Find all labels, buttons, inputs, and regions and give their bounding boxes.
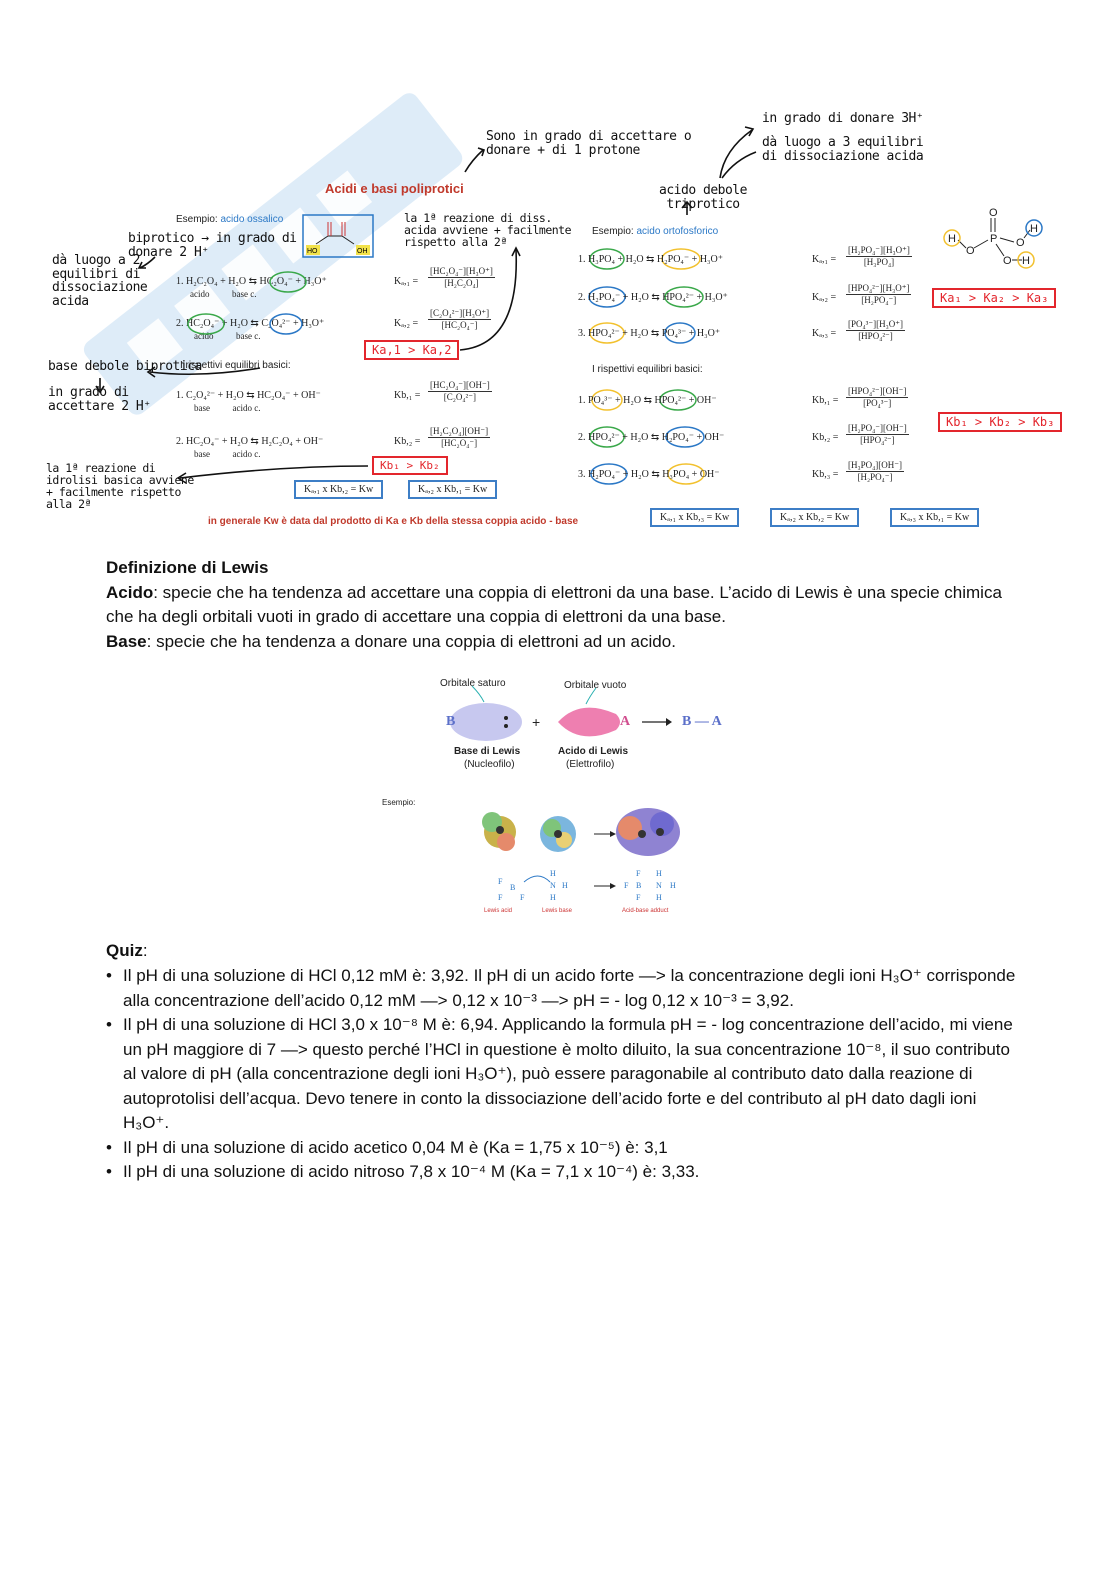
note-donate-3h: in grado di donare 3H⁺	[762, 111, 924, 126]
oxalic-ka2-num: [C₂O₄²⁻][H₃O⁺]	[430, 308, 490, 318]
phosphoric-ka3-den: [HPO₄²⁻]	[858, 331, 893, 341]
oxalic-eq1-labels: acido base c.	[190, 289, 257, 299]
oxalic-beq2-labels: base acido c.	[194, 449, 261, 459]
svg-text:H: H	[1030, 223, 1038, 235]
acid-name: Acido di Lewis	[558, 746, 629, 757]
note-three-equilibria: dà luogo a 3 equilibri di dissociazione acida	[762, 135, 924, 164]
oxalic-kb1-num: [HC₂O₄⁻][OH⁻]	[430, 380, 490, 390]
svg-text:F: F	[636, 893, 641, 902]
svg-text:H: H	[656, 869, 662, 878]
phosphoric-eq2: 2. H₂PO₄⁻ + H₂O ⇆ HPO₄²⁻ + H₃O⁺	[578, 292, 728, 303]
phosphoric-box1: Kₐ,₁ x Kb,₃ = Kw	[650, 508, 739, 527]
note-two-equilibria: dà luogo a 2 equilibri di dissociazione acida	[52, 253, 148, 309]
quiz-item: • Il pH di una soluzione di acido acetico 0,04 M è (Ka = 1,75 x 10⁻⁵) è: 3,1	[106, 1136, 1026, 1161]
oxalic-ka1-num: [HC₂O₄⁻][H₃O⁺]	[430, 266, 493, 276]
note-base-weak: base debole biprotica	[48, 359, 202, 374]
oxalic-kb-compare: Kb₁ > Kb₂	[372, 456, 448, 475]
lewis-orbital-diagram	[380, 672, 740, 922]
lewis-base-term: Base	[106, 631, 147, 651]
phosphoric-eq3: 3. HPO₄²⁻ + H₂O ⇆ PO₄³⁻ + H₃O⁺	[578, 328, 721, 339]
phosphoric-kb1-den: [PO₄³⁻]	[863, 398, 892, 408]
lewis-base-text: : specie che ha tendenza a donare una coppia di elettroni ad un acido.	[146, 631, 676, 651]
phosphoric-ka3-num: [PO₄³⁻][H₃O⁺]	[848, 319, 903, 329]
general-note: in generale Kw è data dal prodotto di Ka e Kb della stessa coppia acido - base	[208, 516, 579, 527]
svg-text:H: H	[550, 893, 556, 902]
label-empty-orbital: Orbitale vuoto	[564, 680, 627, 691]
oxalic-kb1-fraction	[428, 380, 492, 403]
phosphoric-ka3-fraction	[846, 319, 905, 342]
oxalic-kb1-den: [C₂O₄²⁻]	[443, 392, 476, 402]
lewis-base-caption: Lewis base	[542, 908, 573, 914]
oxalic-kb2-fraction	[428, 426, 490, 449]
phosphoric-kb-compare: Kb₁ > Kb₂ > Kb₃	[938, 412, 1062, 432]
svg-text:F: F	[624, 881, 629, 890]
svg-text:F: F	[520, 893, 525, 902]
phosphoric-kb1-num: [HPO₄²⁻][OH⁻]	[848, 386, 907, 396]
phosphoric-kb1-fraction	[846, 386, 908, 409]
phosphoric-ka2-num: [HPO₄²⁻][H₃O⁺]	[848, 283, 910, 293]
oxalic-ka1-lhs: Kₐ,₁ =	[394, 276, 419, 287]
oxalic-box1: Kₐ,₁ x Kb,₂ = Kw	[294, 480, 383, 499]
oxalic-beq1: 1. C₂O₄²⁻ + H₂O ⇆ HC₂O₄⁻ + OH⁻	[176, 390, 321, 401]
phosphoric-kb2-den: [HPO₄²⁻]	[860, 435, 895, 445]
phosphoric-beq1: 1. PO₄³⁻ + H₂O ⇆ HPO₄²⁻ + OH⁻	[578, 395, 717, 406]
oxalic-example-label: Esempio:	[176, 214, 218, 225]
phosphoric-basic-title: I rispettivi equilibri basici:	[592, 364, 703, 375]
example-label: Esempio:	[382, 798, 416, 807]
oxalic-acid-structure	[302, 214, 374, 258]
phosphoric-kb1-lhs: Kb,₁ =	[812, 395, 839, 406]
quiz-heading-colon: :	[142, 941, 148, 960]
svg-text:O: O	[966, 245, 975, 257]
lewis-acid-caption: Lewis acid	[484, 908, 513, 914]
base-sub: (Nucleofilo)	[464, 759, 515, 770]
oxalic-ka1-den: [H₂C₂O₄]	[444, 278, 479, 288]
lewis-acid-text: : specie che ha tendenza ad accettare una coppia di elettroni da una base. L’acido di Lewis è una specie chimica che ha degli orbitali vuoti in grado di accettare una coppia di elettroni da una base.	[106, 582, 1002, 626]
phosphoric-example-label: Esempio:	[592, 226, 634, 237]
svg-text:H: H	[1022, 255, 1030, 267]
oxalic-basic-title: I rispettivi equilibri basici:	[180, 360, 291, 371]
quiz-item: • Il pH di una soluzione di HCl 3,0 x 10⁻⁸ M è: 6,94. Applicando la formula pH = - log concentrazione dell’acido, mi viene un pH maggiore di 7 —> questo perché l’HCl in questione è molto diluito, la sua concentrazione 10⁻⁸, il suo contributo al valore di pH (alla concentrazione degli ioni H₃O⁺), può essere paragonabile al contributo dato dalla reazione di autoprotolisi dell’acqua. Devo tenere in conto la dissociazione dell’acido forte e del contributo al pH dato dagli ioni H₃O⁺.	[106, 1013, 1026, 1136]
quiz-list	[106, 964, 1026, 1185]
phosphoric-beq3: 3. H₂PO₄⁻ + H₂O ⇆ H₃PO₄ + OH⁻	[578, 469, 720, 480]
note-base-accept: in grado di accettare 2 H⁺	[48, 385, 151, 414]
phosphoric-ka-compare: Ka₁ > Ka₂ > Ka₃	[932, 288, 1056, 308]
svg-text:N: N	[550, 881, 556, 890]
phosphoric-ka3-lhs: Kₐ,₃ =	[812, 328, 837, 339]
diagram-title: Acidi e basi poliprotici	[325, 181, 464, 196]
svg-text:H: H	[670, 881, 676, 890]
svg-text:F: F	[636, 869, 641, 878]
note-triprotic: acido debole triprotico	[659, 183, 747, 212]
phosphoric-kb3-num: [H₃PO₄][OH⁻]	[848, 460, 903, 470]
phosphoric-eq1: 1. H₃PO₄ + H₂O ⇆ H₂PO₄⁻ + H₃O⁺	[578, 254, 724, 265]
lewis-heading: Definizione di Lewis	[106, 558, 269, 577]
oxalic-eq2-labels: acido base c.	[194, 331, 261, 341]
note-first-reaction: la 1ª reazione di diss. acida avviene + facilmente rispetto alla 2ª	[404, 211, 572, 250]
product-ba: B — A	[682, 714, 722, 729]
phosphoric-ka2-lhs: Kₐ,₂ =	[812, 292, 837, 303]
atom-b: B	[446, 714, 456, 729]
note-diprotic: biprotico → in grado di donare 2 H⁺	[128, 231, 297, 260]
svg-text:F: F	[498, 893, 503, 902]
svg-text:H: H	[656, 893, 662, 902]
oxalic-kb2-lhs: Kb,₂ =	[394, 436, 421, 447]
phosphoric-kb3-lhs: Kb,₃ =	[812, 469, 839, 480]
oxalic-kb2-den: [HC₂O₄⁻]	[441, 438, 478, 448]
oxalic-box2: Kₐ,₂ x Kb,₁ = Kw	[408, 480, 497, 499]
oxalic-eq1: 1. H₂C₂O₄ + H₂O ⇆ HC₂O₄⁻ + H₃O⁺	[176, 276, 327, 287]
phosphoric-kb2-lhs: Kb,₂ =	[812, 432, 839, 443]
quiz-item: • Il pH di una soluzione di HCl 0,12 mM è: 3,92. Il pH di un acido forte —> la concentrazione degli ioni H₃O⁺ corrisponde alla concentrazione dell’acido 0,12 mM —> 0,12 x 10⁻³ —> pH = - log 0,12 x 10⁻³ = 3,92.	[106, 964, 1026, 1013]
quiz-heading-line	[106, 939, 148, 964]
oxalic-eq2: 2. HC₂O₄⁻ + H₂O ⇆ C₂O₄²⁻ + H₃O⁺	[176, 318, 325, 329]
svg-text:O: O	[1003, 255, 1012, 267]
svg-text:H: H	[948, 233, 956, 245]
phosphoric-ka2-den: [H₂PO₄⁻]	[861, 295, 897, 305]
phosphoric-kb3-fraction	[846, 460, 904, 483]
phosphoric-ka1-fraction	[846, 245, 912, 267]
plus-sign: +	[532, 714, 541, 730]
svg-text:P: P	[990, 233, 998, 245]
phosphoric-kb3-den: [H₂PO₄⁻]	[857, 472, 893, 482]
oxalic-kb2-num: [H₂C₂O₄][OH⁻]	[430, 426, 489, 436]
lewis-figure	[380, 672, 740, 922]
oxalic-beq2: 2. HC₂O₄⁻ + H₂O ⇆ H₂C₂O₄ + OH⁻	[176, 436, 324, 447]
phosphoric-beq2: 2. HPO₄²⁻ + H₂O ⇆ H₂PO₄⁻ + OH⁻	[578, 432, 725, 443]
svg-text:OH: OH	[357, 248, 368, 255]
base-name: Base di Lewis	[454, 746, 521, 757]
phosphoric-ka1-den: [H₃PO₄]	[863, 257, 895, 267]
phosphoric-example-name: acido ortofosforico	[636, 226, 719, 237]
oxalic-ka2-fraction	[428, 308, 491, 331]
svg-text:N: N	[656, 881, 662, 890]
adduct-caption: Acid-base adduct	[622, 908, 669, 914]
phosphoric-acid-structure	[938, 204, 1048, 270]
svg-text:H: H	[562, 881, 568, 890]
oxalic-ka2-lhs: Kₐ,₂ =	[394, 318, 419, 329]
acid-sub: (Elettrofilo)	[566, 759, 615, 770]
svg-text:F: F	[498, 877, 503, 886]
note-basic-first: la 1ª reazione di idrolisi basica avviene + facilmente rispetto alla 2ª	[46, 461, 194, 512]
oxalic-ka-compare: Ka,1 > Ka,2	[364, 340, 459, 360]
oxalic-beq1-labels: base acido c.	[194, 403, 261, 413]
oxalic-ka2-den: [HC₂O₄⁻]	[441, 320, 478, 330]
lewis-acid-term: Acido	[106, 582, 154, 602]
phosphoric-ka1-num: [H₂PO₄⁻][H₃O⁺]	[848, 245, 910, 255]
svg-text:HO: HO	[307, 248, 318, 255]
lewis-section	[106, 556, 1006, 654]
svg-text:B: B	[636, 881, 642, 890]
svg-text:O: O	[989, 207, 998, 219]
phosphoric-ka1-lhs: Kₐ,₁ =	[812, 254, 837, 265]
phosphoric-kb2-fraction	[846, 423, 909, 446]
oxalic-kb1-lhs: Kb,₁ =	[394, 390, 421, 401]
oxalic-example-name: acido ossalico	[220, 214, 284, 225]
quiz-item: • Il pH di una soluzione di acido nitroso 7,8 x 10⁻⁴ M (Ka = 7,1 x 10⁻⁴) è: 3,33.	[106, 1160, 1026, 1185]
svg-text:O: O	[1016, 237, 1025, 249]
phosphoric-box3: Kₐ,₃ x Kb,₁ = Kw	[890, 508, 979, 527]
label-saturated-orbital: Orbitale saturo	[440, 678, 506, 689]
phosphoric-kb2-num: [H₂PO₄⁻][OH⁻]	[848, 423, 907, 433]
quiz-heading: Quiz	[106, 941, 143, 960]
atom-a: A	[620, 714, 631, 729]
phosphoric-box2: Kₐ,₂ x Kb,₂ = Kw	[770, 508, 859, 527]
note-proton: Sono in grado di accettare o donare + di 1 protone	[486, 129, 692, 158]
svg-text:H: H	[550, 869, 556, 878]
oxalic-ka1-fraction	[428, 266, 495, 288]
svg-text:B: B	[510, 883, 516, 892]
phosphoric-ka2-fraction	[846, 283, 911, 306]
